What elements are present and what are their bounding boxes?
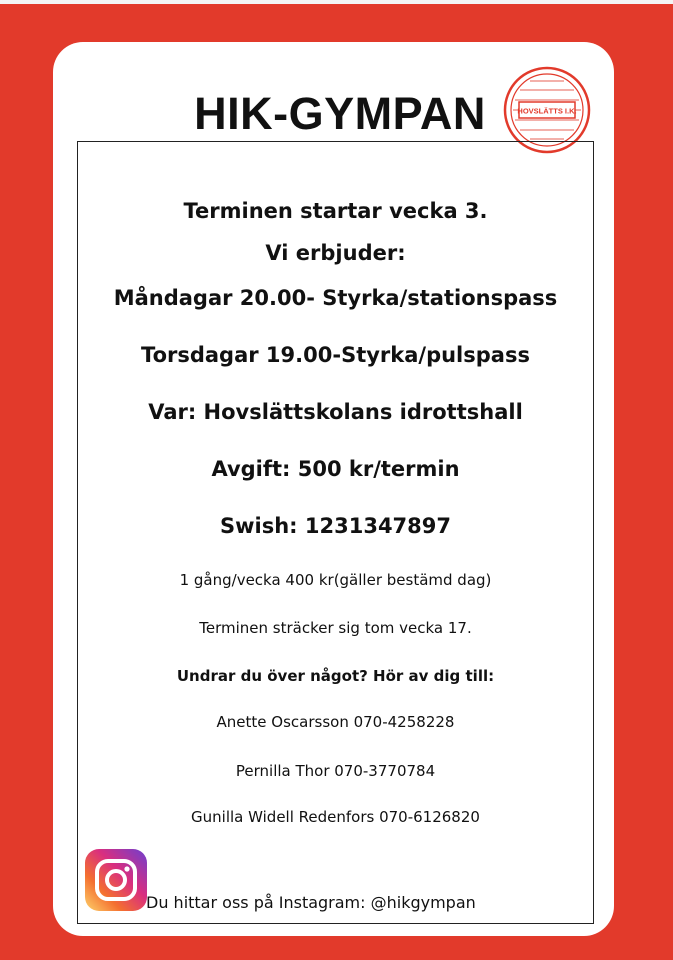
contact-line: Anette Oscarsson 070-4258228 [216, 713, 455, 731]
weekly-option-line: 1 gång/vecka 400 kr(gäller bestämd dag) [179, 571, 492, 589]
location-line: Var: Hovslättskolans idrottshall [148, 400, 523, 424]
swish-line: Swish: 1231347897 [220, 514, 451, 538]
monday-session: Måndagar 20.00- Styrka/stationspass [113, 286, 558, 310]
offer-heading: Vi erbjuder: [265, 241, 406, 265]
contact-line: Pernilla Thor 070-3770784 [235, 762, 436, 780]
term-end-line: Terminen sträcker sig tom vecka 17. [199, 619, 472, 637]
poster-title: HIK-GYMPAN [194, 88, 486, 139]
thursday-session: Torsdagar 19.00-Styrka/pulspass [141, 343, 530, 367]
contact-heading: Undrar du över något? Hör av dig till: [176, 667, 495, 685]
fee-line: Avgift: 500 kr/termin [211, 457, 460, 481]
term-start-line: Terminen startar vecka 3. [183, 199, 488, 223]
instagram-icon [85, 849, 147, 911]
contact-line: Gunilla Widell Redenfors 070-6126820 [191, 808, 480, 826]
instagram-text: Du hittar oss på Instagram: @hikgympan [146, 893, 476, 912]
logo-text: HOVSLÄTTS I.K. [517, 106, 577, 116]
